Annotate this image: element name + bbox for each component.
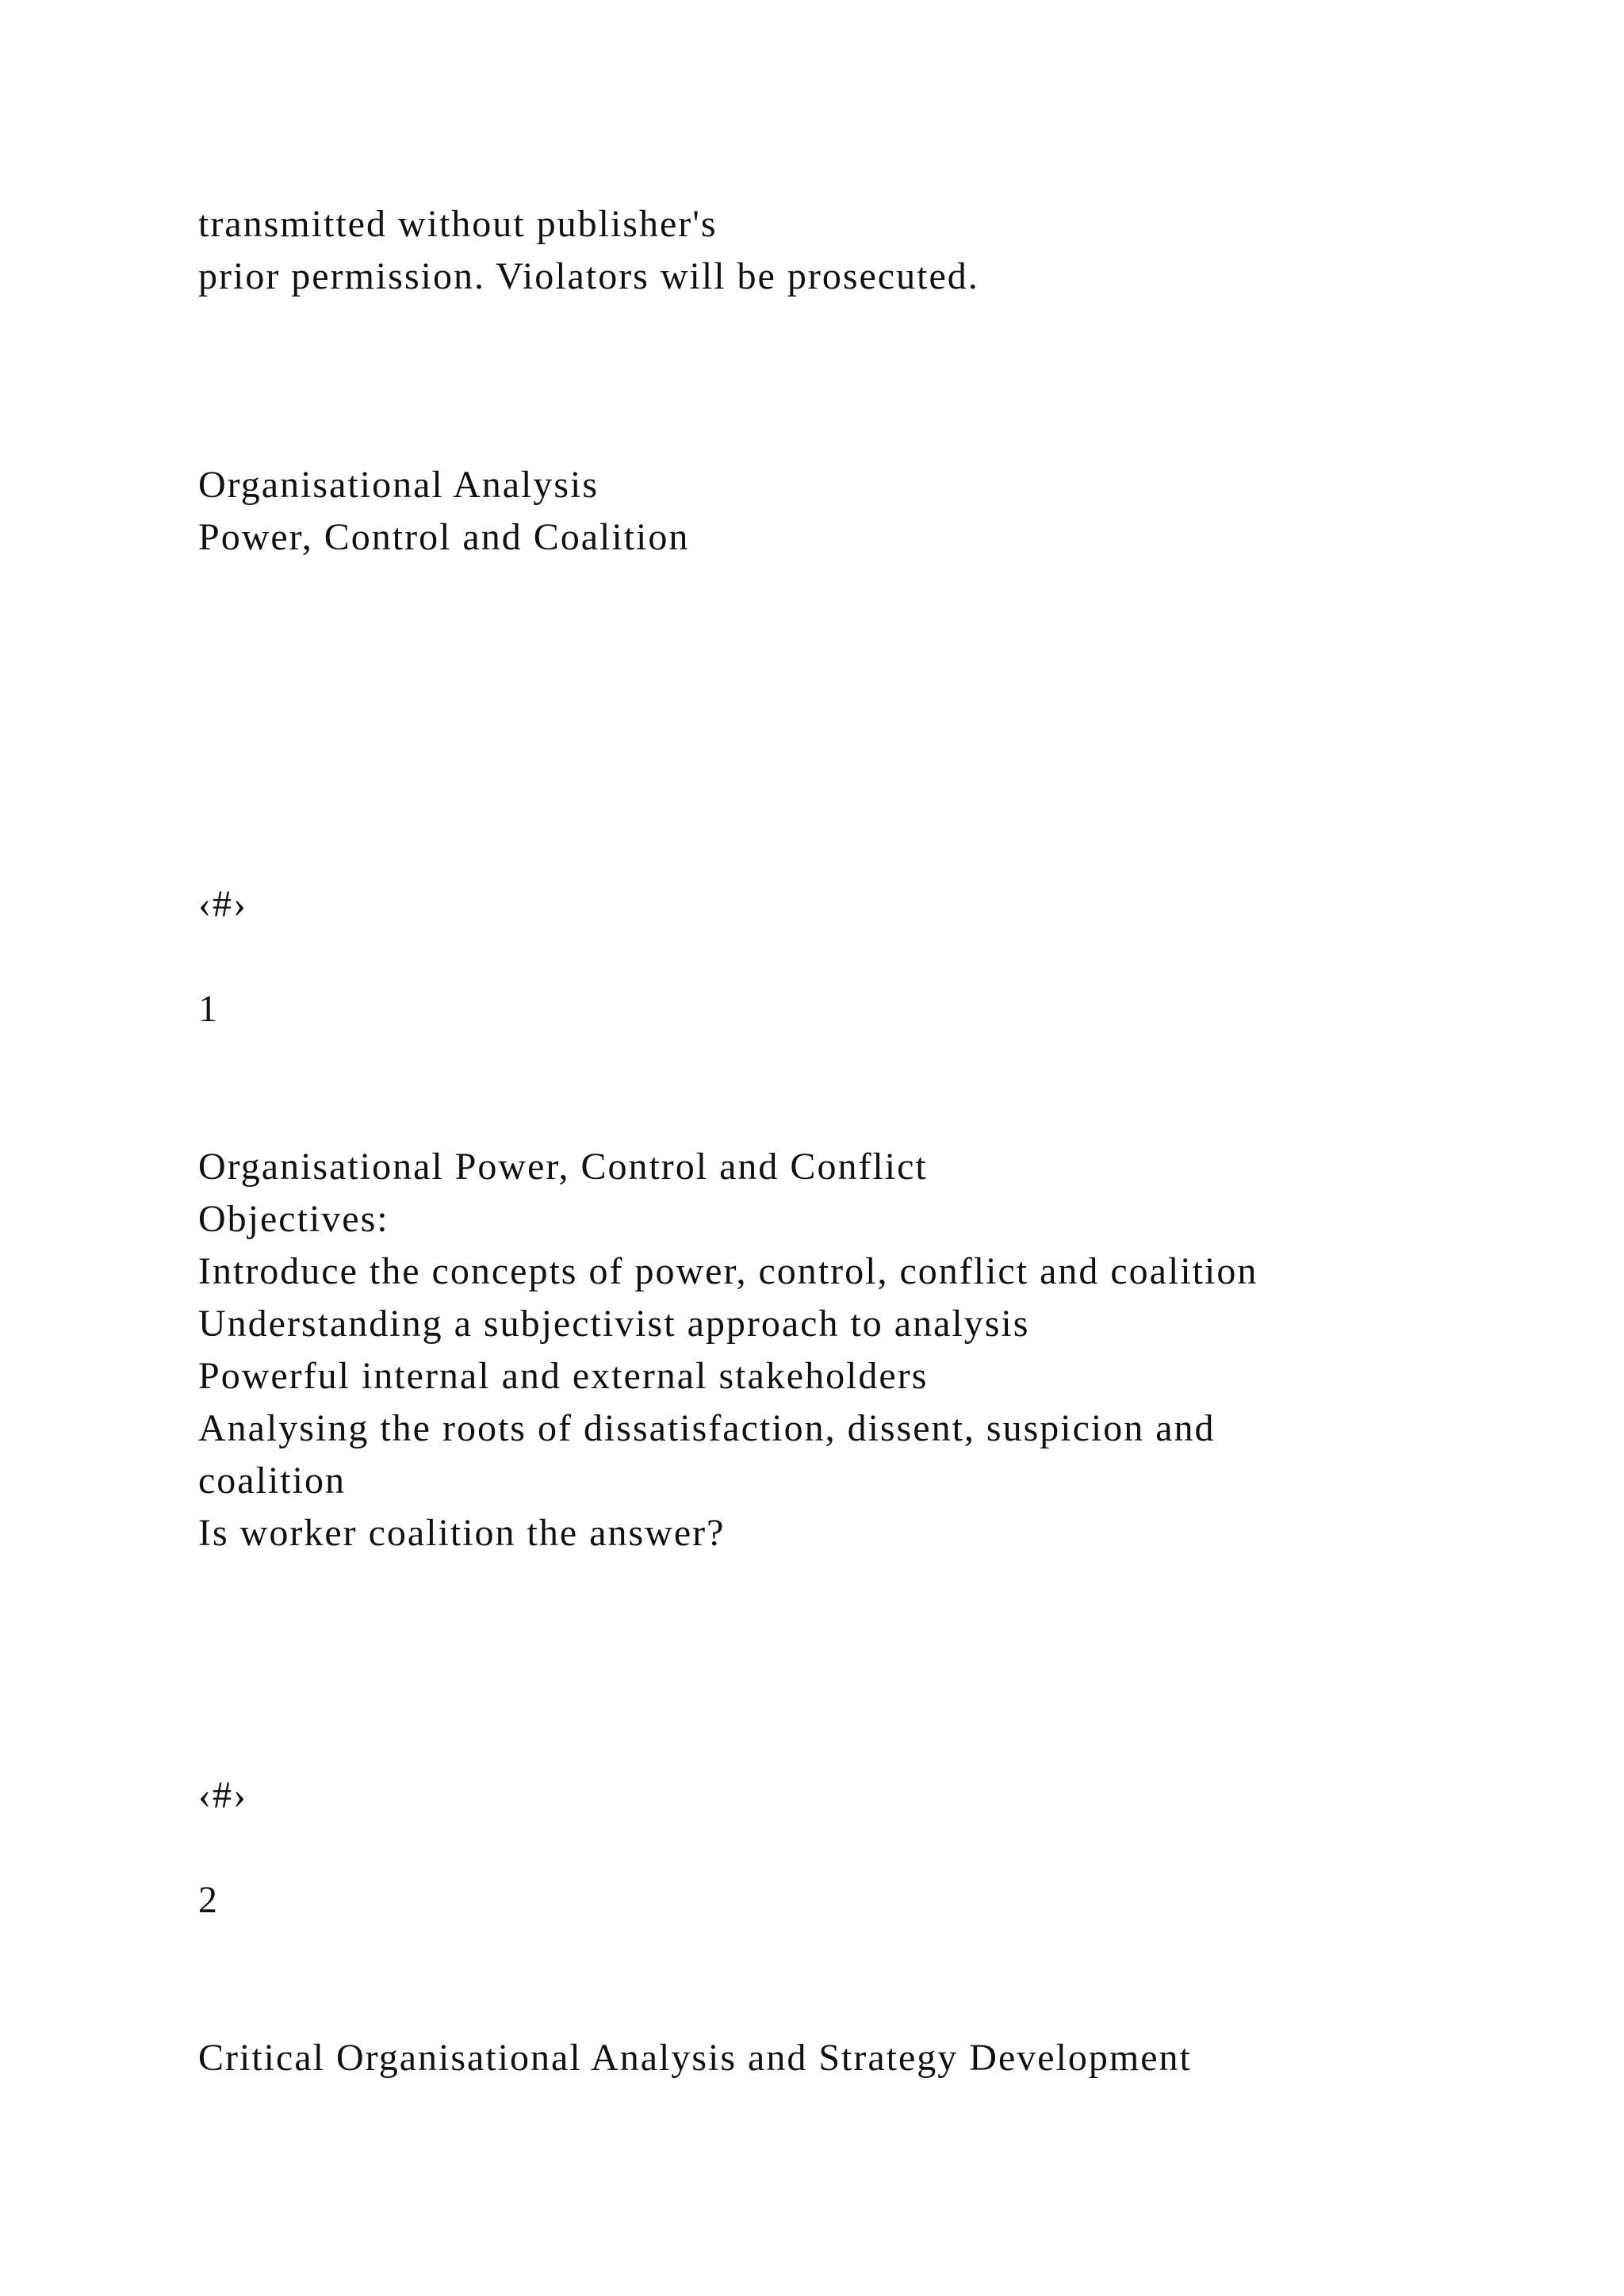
slide2-objective-2: Understanding a subjectivist approach to analysis bbox=[198, 1303, 1030, 1345]
section-heading: Critical Organisational Analysis and Strategy Development bbox=[198, 2037, 1192, 2079]
text-line-prior-permission: prior permission. Violators will be prosecuted. bbox=[198, 255, 979, 297]
slide2-number: 2 bbox=[198, 1879, 219, 1921]
slide2-objective-1: Introduce the concepts of power, control, conflict and coalition bbox=[198, 1250, 1258, 1292]
slide1-title-line2: Power, Control and Coalition bbox=[198, 516, 690, 558]
slide2-objective-4: Analysing the roots of dissatisfaction, dissent, suspicion and bbox=[198, 1407, 1216, 1449]
slide2-subtitle: Objectives: bbox=[198, 1198, 389, 1240]
slide2-objective-4-continued: coalition bbox=[198, 1460, 346, 1502]
slide2-title: Organisational Power, Control and Conflict bbox=[198, 1146, 928, 1188]
text-line-transmitted: transmitted without publisher's bbox=[198, 203, 718, 245]
slide1-number: 1 bbox=[198, 988, 219, 1030]
slide2-marker: ‹#› bbox=[198, 1774, 247, 1816]
slide1-title-line1: Organisational Analysis bbox=[198, 464, 599, 506]
slide2-objective-5: Is worker coalition the answer? bbox=[198, 1512, 726, 1554]
slide1-marker: ‹#› bbox=[198, 883, 247, 925]
slide2-objective-3: Powerful internal and external stakeholders bbox=[198, 1355, 929, 1397]
